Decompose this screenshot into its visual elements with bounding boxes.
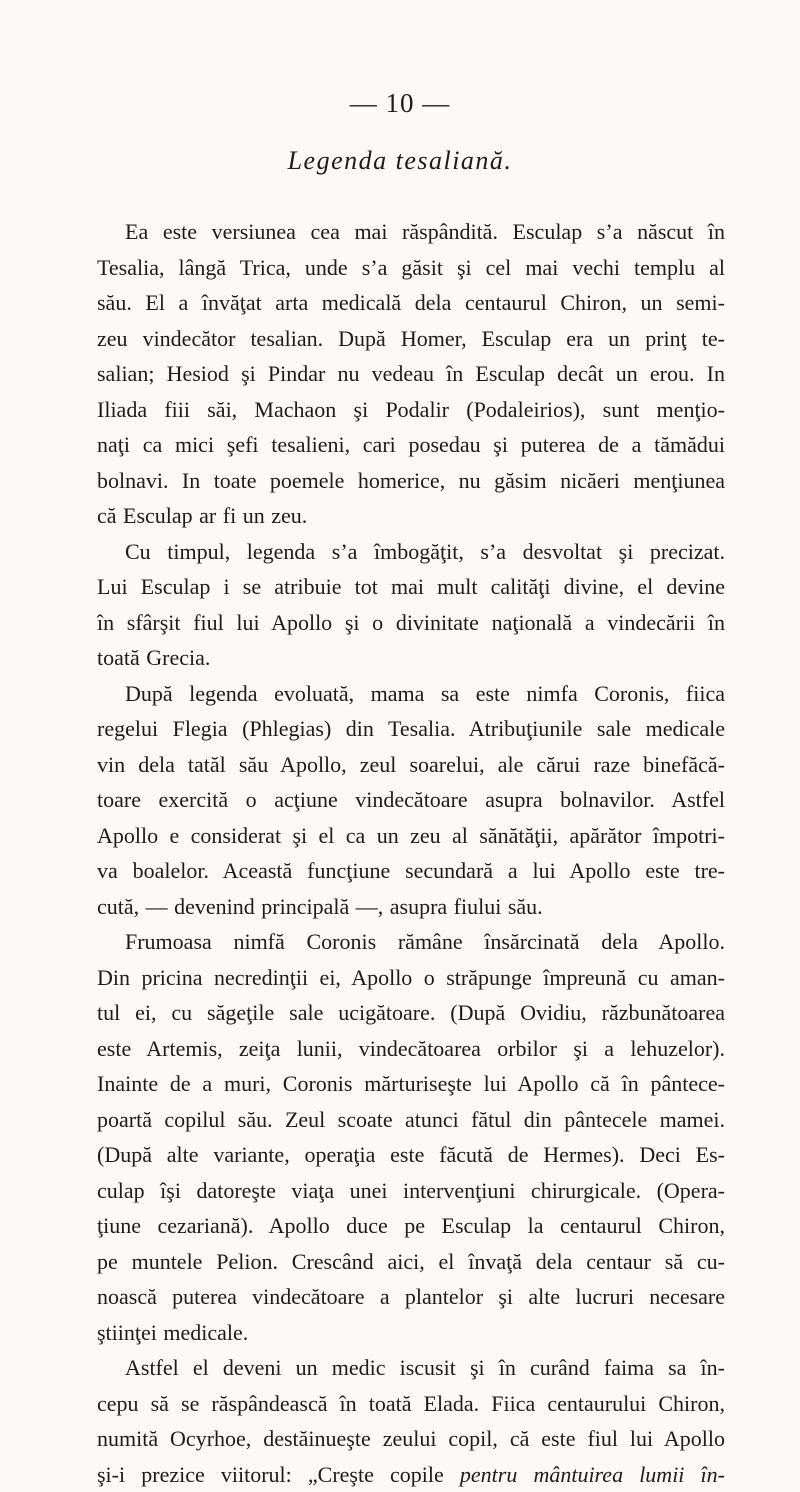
text-line: este Artemis, zeiţa lunii, vindecătoarea orbilor şi a lehuzelor). [97, 1031, 725, 1067]
text-line: Apollo e considerat şi el ca un zeu al sănătăţii, apărător împotri- [97, 818, 725, 854]
paragraph [97, 1350, 725, 1492]
text-line: Tesalia, lângă Trica, unde s’a găsit şi cel mai vechi templu al [97, 250, 725, 286]
text-line: salian; Hesiod şi Pindar nu vedeau în Esculap decât un erou. In [97, 356, 725, 392]
text-line: (După alte variante, operaţia este făcută de Hermes). Deci Es- [97, 1137, 725, 1173]
paragraph [97, 924, 725, 1350]
text-line: tul ei, cu săgeţile sale ucigătoare. (După Ovidiu, răzbunătoarea [97, 995, 725, 1031]
page-number: — 10 — [0, 88, 800, 119]
text-line: cută, — devenind principală —, asupra fiului său. [97, 889, 725, 925]
text-line: pe muntele Pelion. Crescând aici, el învaţă dela centaur să cu- [97, 1244, 725, 1280]
text-line: său. El a învăţat arta medicală dela centaurul Chiron, un semi- [97, 285, 725, 321]
body-text [97, 214, 725, 1492]
text-line-start: şi-i prezice viitorul: „Creşte copile [97, 1462, 460, 1487]
paragraph [97, 214, 725, 534]
chapter-title: Legenda tesaliană. [0, 146, 800, 176]
text-line: culap îşi datoreşte viaţa unei intervenţiuni chirurgicale. (Opera- [97, 1173, 725, 1209]
text-line: ştiinţei medicale. [97, 1315, 725, 1351]
text-line: Lui Esculap i se atribuie tot mai mult calităţi divine, el devine [97, 569, 725, 605]
text-line: regelui Flegia (Phlegias) din Tesalia. Atribuţiunile sale medicale [97, 711, 725, 747]
text-line: Frumoasa nimfă Coronis rămâne însărcinată dela Apollo. [97, 924, 725, 960]
text-line: vin dela tatăl său Apollo, zeul soarelui, ale cărui raze binefăcă- [97, 747, 725, 783]
text-line: cepu să se răspândească în toată Elada. Fiica centaurului Chiron, [97, 1386, 725, 1422]
emphasized-text: pentru mântuirea lumii în- [460, 1462, 725, 1487]
text-line: Iliada fiii săi, Machaon şi Podalir (Podaleirios), sunt menţio- [97, 392, 725, 428]
text-line: Astfel el deveni un medic iscusit şi în curând faima sa în- [97, 1350, 725, 1386]
text-line: noască puterea vindecătoare a plantelor şi alte lucruri necesare [97, 1279, 725, 1315]
text-line: toată Grecia. [97, 640, 725, 676]
text-line: Inainte de a muri, Coronis mărturiseşte lui Apollo că în pântece- [97, 1066, 725, 1102]
text-line: Cu timpul, legenda s’a îmbogăţit, s’a desvoltat şi precizat. [97, 534, 725, 570]
text-line: în sfârşit fiul lui Apollo şi o divinitate naţională a vindecării în [97, 605, 725, 641]
text-line: Ea este versiunea cea mai răspândită. Esculap s’a născut în [97, 214, 725, 250]
text-line: numită Ocyrhoe, destăinueşte zeului copil, că este fiul lui Apollo [97, 1421, 725, 1457]
paragraph [97, 676, 725, 925]
text-line: ţiune cezariană). Apollo duce pe Esculap la centaurul Chiron, [97, 1208, 725, 1244]
text-line: După legenda evoluată, mama sa este nimfa Coronis, fiica [97, 676, 725, 712]
text-line-final [97, 1457, 725, 1492]
text-line: toare exercită o acţiune vindecătoare asupra bolnavilor. Astfel [97, 782, 725, 818]
text-line: poartă copilul său. Zeul scoate atunci fătul din pântecele mamei. [97, 1102, 725, 1138]
text-line: că Esculap ar fi un zeu. [97, 498, 725, 534]
text-line: va boalelor. Această funcţiune secundară a lui Apollo este tre- [97, 853, 725, 889]
text-line: Din pricina necredinţii ei, Apollo o străpunge împreună cu aman- [97, 960, 725, 996]
text-line: bolnavi. In toate poemele homerice, nu găsim nicăeri menţiunea [97, 463, 725, 499]
paragraph [97, 534, 725, 676]
text-line: naţi ca mici şefi tesalieni, cari posedau şi puterea de a tămădui [97, 427, 725, 463]
text-line: zeu vindecător tesalian. După Homer, Esculap era un prinţ te- [97, 321, 725, 357]
